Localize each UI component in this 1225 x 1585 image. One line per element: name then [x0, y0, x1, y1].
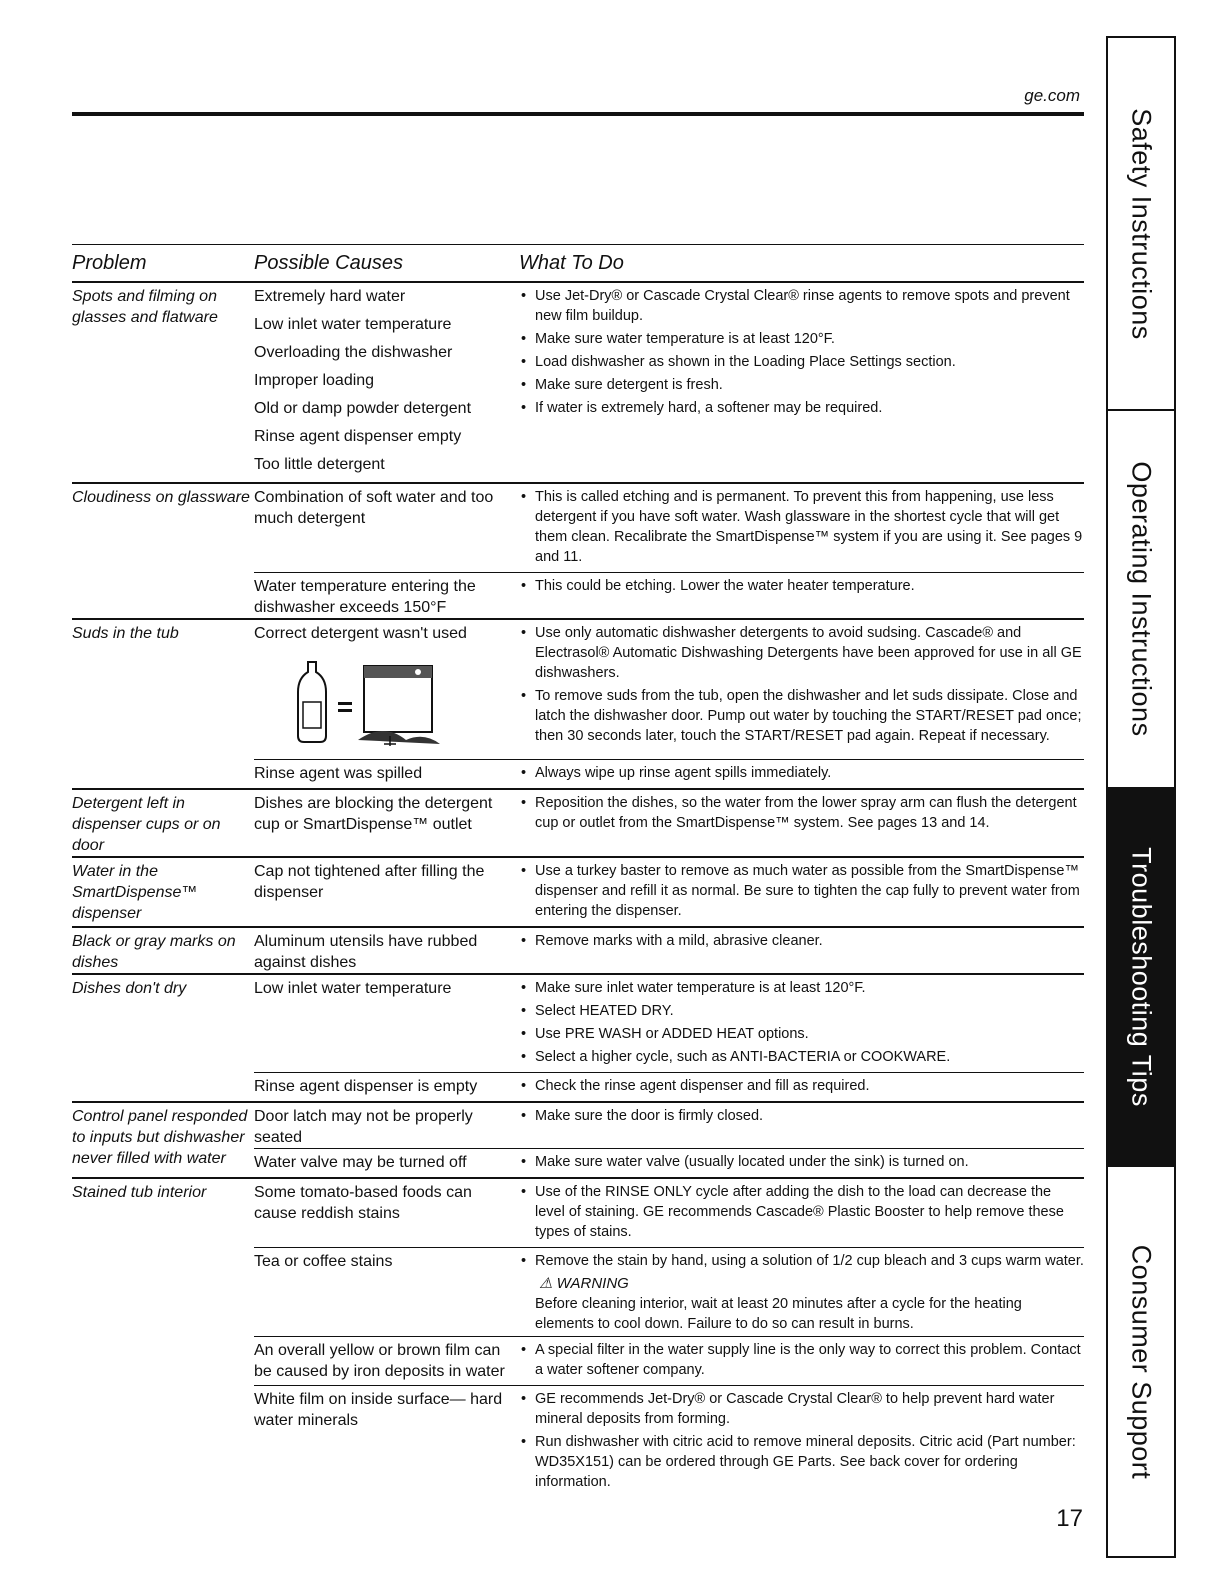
- cause-cell: Some tomato-based foods can cause reddish stains: [254, 1184, 472, 1222]
- cause-cell: Low inlet water temperature: [254, 980, 452, 997]
- todo-cell: • GE recommends Jet-Dry® or Cascade Crystal Clear® to help prevent hard water mineral deposits from forming. • Run dishwasher with citric acid to remove mineral deposits. Citric acid (Part number: WD35X151) can be ordered through GE Parts. See back cover for ordering information.: [519, 1386, 1084, 1497]
- table-row: [72, 620, 1084, 790]
- header-causes: Possible Causes: [254, 251, 403, 274]
- cause-cell: Cap not tightened after filling the dispenser: [254, 863, 485, 901]
- detergent-dishwasher-illustration: [294, 652, 444, 747]
- problem-cell: Detergent left in dispenser cups or on door: [72, 795, 221, 854]
- todo-cell: • This is called etching and is permanent. To prevent this from happening, use less detergent if you have soft water. Wash glassware in the shortest cycle that will get them clean. Recalibrate the SmartDispense™ system if you are using it. See pages 9 and 11.: [519, 484, 1084, 572]
- cause-cell: Water valve may be turned off: [254, 1154, 467, 1171]
- cause-cell: Rinse agent dispenser is empty: [254, 1078, 478, 1095]
- todo-cell: • Make sure the door is firmly closed.: [519, 1103, 1084, 1148]
- todo-cell: • A special filter in the water supply line is the only way to correct this problem. Contact a water softener company.: [519, 1337, 1084, 1385]
- warning-label: ⚠ WARNING: [539, 1275, 629, 1292]
- todo-cell: • Always wipe up rinse agent spills immediately.: [519, 760, 1084, 788]
- cause-cell: Tea or coffee stains: [254, 1253, 393, 1270]
- problem-cell: Suds in the tub: [72, 625, 179, 642]
- cause-cell: Door latch may not be properly seated: [254, 1108, 473, 1146]
- table-row: [72, 858, 1084, 928]
- problem-cell: Dishes don't dry: [72, 980, 187, 997]
- todo-cell: • Make sure inlet water temperature is at least 120°F. • Select HEATED DRY. • Use PRE WASH or ADDED HEAT options. • Select a higher cycle, such as ANTI-BACTERIA or COOKWARE.: [519, 975, 1084, 1072]
- tab-safety-instructions[interactable]: Safety Instructions: [1108, 38, 1174, 411]
- table-row: [72, 283, 1084, 484]
- header-problem: Problem: [72, 251, 147, 274]
- troubleshooting-table: [72, 244, 1084, 1497]
- todo-cell: • Use of the RINSE ONLY cycle after adding the dish to the load can decrease the level of staining. GE recommends Cascade® Plastic Booster to help remove these types of stains.: [519, 1179, 1084, 1247]
- problem-cell: Spots and filming on glasses and flatware: [72, 288, 218, 326]
- todo-cell: • Reposition the dishes, so the water from the lower spray arm can flush the detergent cup or outlet from the SmartDispense™ system. See pages 13 and 14.: [519, 790, 1084, 838]
- problem-cell: Cloudiness on glassware: [72, 489, 250, 506]
- table-row: [72, 1103, 1084, 1179]
- cause-cell: White film on inside surface— hard water minerals: [254, 1391, 503, 1429]
- todo-cell: • This could be etching. Lower the water heater temperature.: [519, 573, 1084, 618]
- table-row: [72, 975, 1084, 1103]
- todo-cell: • Use Jet-Dry® or Cascade Crystal Clear® rinse agents to remove spots and prevent new film buildup. • Make sure water temperature is at least 120°F. • Load dishwasher as shown in the Loading Place Settings section. • Make sure detergent is fresh. • If water is extremely hard, a softener may be required.: [519, 283, 1084, 482]
- tab-troubleshooting-tips[interactable]: Troubleshooting Tips: [1108, 789, 1174, 1167]
- tab-operating-instructions[interactable]: Operating Instructions: [1108, 411, 1174, 789]
- cause-cell: An overall yellow or brown film can be caused by iron deposits in water: [254, 1342, 505, 1380]
- todo-cell: • Remove marks with a mild, abrasive cleaner.: [519, 928, 1084, 973]
- warning-icon: ⚠: [539, 1275, 553, 1292]
- cause-cell: Rinse agent was spilled: [254, 765, 423, 782]
- tab-consumer-support[interactable]: Consumer Support: [1126, 1244, 1157, 1479]
- cause-cell: Aluminum utensils have rubbed against dishes: [254, 933, 478, 971]
- cause-cell: Correct detergent wasn't used: [254, 620, 519, 759]
- problem-cell: Black or gray marks on dishes: [72, 933, 236, 971]
- page-number: 17: [1056, 1505, 1083, 1532]
- table-header: [72, 244, 1084, 283]
- site-url: ge.com: [1024, 86, 1080, 105]
- problem-cell: Control panel responded to inputs but dishwasher never filled with water: [72, 1108, 248, 1167]
- warning-text: Before cleaning interior, wait at least 20 minutes after a cycle for the heating elements to cool down. Failure to do so can result in burns.: [535, 1296, 1022, 1332]
- table-row: [72, 1179, 1084, 1497]
- top-rule: [72, 112, 1084, 116]
- header-todo: What To Do: [519, 251, 624, 274]
- todo-cell: • Check the rinse agent dispenser and fill as required.: [519, 1073, 1084, 1101]
- table-row: [72, 790, 1084, 858]
- todo-cell: • Remove the stain by hand, using a solution of 1/2 cup bleach and 3 cups warm water. ⚠ WARNING Before cleaning interior, wait at least 20 minutes after a cycle for the heating elements to cool down. Failure to do so can result in burns.: [519, 1248, 1084, 1336]
- table-row: [72, 928, 1084, 975]
- cause-cell: Extremely hard water Low inlet water temperature Overloading the dishwasher Improper loading Old or damp powder detergent Rinse agent dispenser empty Too little detergent: [254, 288, 472, 473]
- cause-cell: Dishes are blocking the detergent cup or SmartDispense™ outlet: [254, 795, 493, 833]
- table-row: [72, 484, 1084, 620]
- todo-cell: • Make sure water valve (usually located under the sink) is turned on.: [519, 1149, 1084, 1177]
- cause-cell: Combination of soft water and too much detergent: [254, 489, 494, 527]
- section-tabs: [1106, 36, 1176, 1558]
- problem-cell: Water in the SmartDispense™ dispenser: [72, 863, 198, 922]
- problem-cell: Stained tub interior: [72, 1184, 207, 1201]
- todo-cell: • Use only automatic dishwasher detergents to avoid sudsing. Cascade® and Electrasol® Automatic Dishwashing Detergents have been approved for use in all GE dishwashers. • To remove suds from the tub, open the dishwasher and let suds dissipate. Close and latch the dishwasher door. Pump out water by touching the START/RESET pad once; then 30 seconds later, touch the START/RESET pad again. Repeat if necessary.: [519, 620, 1084, 759]
- cause-cell: Water temperature entering the dishwasher exceeds 150°F: [254, 578, 476, 616]
- todo-cell: • Use a turkey baster to remove as much water as possible from the SmartDispense™ dispenser and refill it as normal. Be sure to tighten the cap fully to prevent water from entering the dispenser.: [519, 858, 1084, 926]
